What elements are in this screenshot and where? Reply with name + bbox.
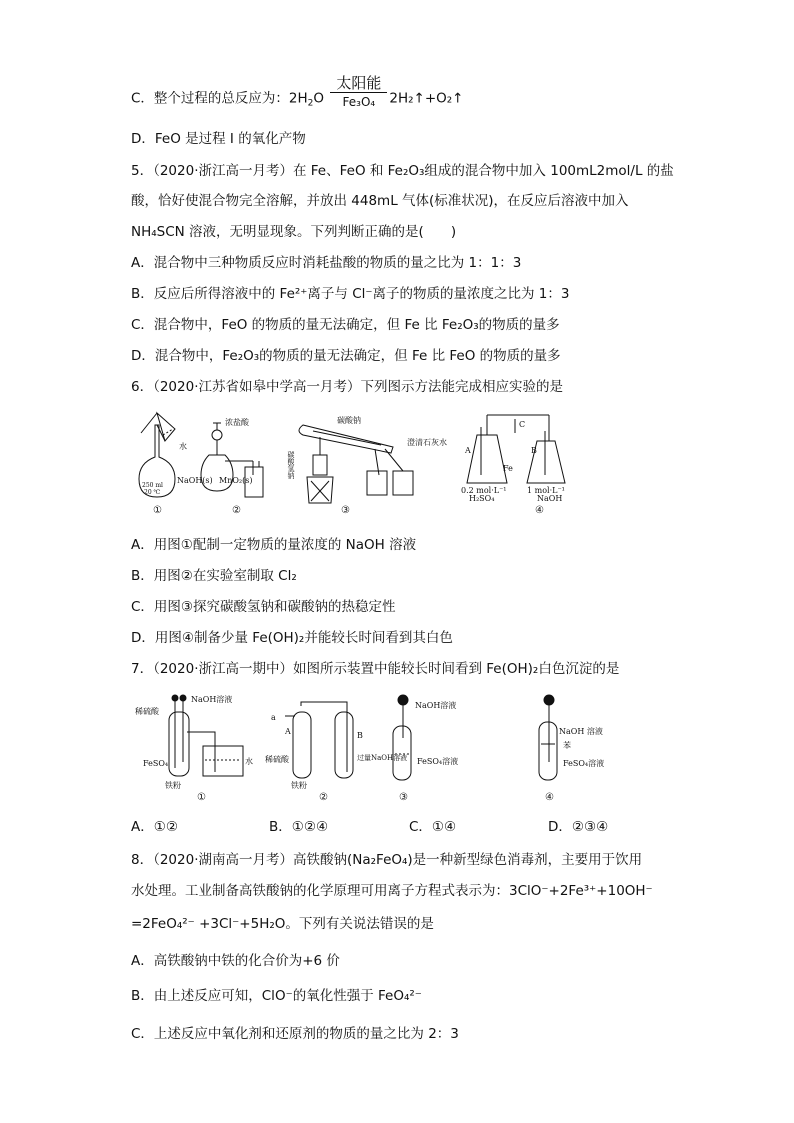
- q7-label-dil-h2so4: 稀硫酸: [135, 707, 159, 716]
- q7-caption-1: ①: [197, 792, 206, 803]
- q6-fig2-chlorine-apparatus: [201, 417, 263, 516]
- q5-option-b: B．反应后所得溶液中的 Fe²⁺离子与 Cl⁻离子的物质的量浓度之比为 1：3: [131, 286, 570, 302]
- q5-stem-2: 酸，恰好使混合物完全溶解，并放出 448mL 气体(标准状况)，在反应后溶液中加入: [131, 193, 629, 209]
- q6-label-flask-a: A: [465, 446, 471, 455]
- q6-option-b: B．用图②在实验室制取 Cl₂: [131, 568, 297, 584]
- q4-option-c-o: O: [313, 90, 325, 107]
- q7-label-iron: 铁粉: [165, 781, 181, 790]
- q7-caption-2: ②: [319, 792, 328, 803]
- q7-fig2: [265, 702, 407, 803]
- q7-label-a: a: [271, 713, 276, 722]
- q6-label-na2co3: 碳酸钠: [337, 416, 361, 425]
- q7-fig3: [393, 695, 458, 803]
- q6-label-limewater: 澄清石灰水: [407, 438, 447, 447]
- q7-figure: [135, 692, 625, 808]
- q8-stem-3: =2FeO₄²⁻ +3Cl⁻+5H₂O。下列有关说法错误的是: [131, 916, 434, 932]
- q6-label-temp: 20 ℃: [144, 489, 161, 496]
- q7-stem: 7．（2020·浙江高一期中）如图所示装置中能较长时间看到 Fe(OH)₂白色沉淀的是: [131, 661, 620, 677]
- q6-caption-4: ④: [535, 505, 544, 516]
- q6-option-a: A．用图①配制一定物质的量浓度的 NaOH 溶液: [131, 537, 417, 553]
- q4-option-d: D．FeO 是过程 I 的氧化产物: [131, 131, 306, 147]
- q7-label-feso4: FeSO₄: [143, 759, 169, 768]
- q6-label-naoh-conc: 1 mol·L⁻¹: [527, 486, 565, 495]
- q7-label-water: 水: [245, 757, 253, 766]
- q6-label-valve-c: C: [519, 420, 526, 429]
- q7-label-naoh-sol: NaOH溶液: [191, 695, 233, 704]
- q4-option-c-prefix: C．整个过程的总反应为：2H: [131, 90, 308, 107]
- q8-stem-2: 水处理。工业制备高铁酸钠的化学原理可用离子方程式表示为：3ClO⁻+2Fe³⁺+10OH⁻: [131, 883, 653, 899]
- q7-label-excess-naoh: 过量NaOH溶液: [357, 754, 408, 762]
- q6-caption-2: ②: [232, 505, 241, 516]
- q7-fig1: [135, 694, 253, 803]
- q5-option-a: A．混合物中三种物质反应时消耗盐酸的物质的量之比为 1：1：3: [131, 255, 522, 271]
- q6-label-conc-hcl: 浓盐酸: [225, 418, 249, 427]
- q7-label-feso4-sol-4: FeSO₄溶液: [563, 759, 605, 768]
- q6-caption-1: ①: [153, 505, 162, 516]
- q4-option-c: C．整个过程的总反应为：$2H_2O$ $\frac{\text{太阳能}}{\text{Fe₃O₄}}$ 2H₂↑+O₂↑: [131, 74, 464, 109]
- q7-label-tube-a: A: [285, 727, 291, 736]
- q7-label-feso4-sol: FeSO₄溶液: [417, 757, 459, 766]
- q5-stem-3: NH₄SCN 溶液，无明显现象。下列判断正确的是( ): [131, 224, 457, 240]
- q6-fig4-conical-flasks: [461, 415, 565, 516]
- q4-option-c-products: 2H₂↑+O₂↑: [389, 90, 464, 107]
- q6-label-h2so4-conc: 0.2 mol·L⁻¹: [461, 486, 507, 495]
- q6-option-d: D．用图④制备少量 Fe(OH)₂并能较长时间看到其白色: [131, 630, 453, 646]
- q6-label-water: 水: [179, 442, 187, 451]
- condition-catalyst: Fe₃O₄: [342, 95, 376, 109]
- condition-solar: 太阳能: [330, 74, 387, 93]
- q5-stem-1: 5．（2020·浙江高一月考）在 Fe、FeO 和 Fe₂O₃组成的混合物中加入 100mL2mol/L 的盐: [131, 163, 674, 179]
- q7-label-iron-2: 铁粉: [291, 781, 307, 790]
- q6-fig3-thermal-stability: [287, 415, 448, 516]
- q6-option-c: C．用图③探究碳酸氢钠和碳酸钠的热稳定性: [131, 599, 396, 615]
- q6-label-naoh: NaOH: [537, 494, 563, 503]
- q6-label-mno2: MnO₂(s): [219, 476, 253, 485]
- q6-label-flask-b: B: [531, 446, 537, 455]
- q7-option-a: A．①②: [131, 819, 178, 835]
- q8-option-b: B．由上述反应可知，ClO⁻的氧化性强于 FeO₄²⁻: [131, 988, 422, 1004]
- q7-option-b: B．①②④: [269, 819, 329, 835]
- q7-fig4: [539, 695, 604, 803]
- q7-option-c: C．①④: [409, 819, 457, 835]
- q7-label-dil-h2so4-2: 稀硫酸: [265, 755, 289, 764]
- q6-label-naoh-s: NaOH(s): [177, 476, 213, 485]
- q7-option-d: D．②③④: [548, 819, 609, 835]
- q7-caption-4: ④: [545, 792, 554, 803]
- q7-caption-3: ③: [399, 792, 408, 803]
- q8-stem-1: 8．（2020·湖南高一月考）高铁酸钠(Na₂FeO₄)是一种新型绿色消毒剂，主要用于饮用: [131, 852, 643, 868]
- q6-label-fe: Fe: [503, 464, 513, 473]
- q7-label-naoh-sol-3: NaOH溶液: [415, 701, 457, 710]
- q5-option-d: D．混合物中，Fe₂O₃的物质的量无法确定，但 Fe 比 FeO 的物质的量多: [131, 348, 561, 364]
- q8-option-c: C．上述反应中氧化剂和还原剂的物质的量之比为 2：3: [131, 1026, 459, 1042]
- q6-fig1-volumetric-flask: [139, 413, 213, 516]
- q6-label-vol: 250 ml: [142, 482, 163, 489]
- q6-stem: 6．（2020·江苏省如皋中学高一月考）下列图示方法能完成相应实验的是: [131, 379, 563, 395]
- q6-label-nahco3: 碳酸氢钠: [287, 451, 295, 479]
- q7-label-tube-b: B: [357, 731, 363, 740]
- q7-label-naoh-sol-4: NaOH 溶液: [559, 727, 603, 736]
- q8-option-a: A．高铁酸钠中铁的化合价为+6 价: [131, 953, 340, 969]
- q6-figure: [135, 405, 595, 517]
- q6-label-h2so4: H₂SO₄: [469, 494, 495, 503]
- reaction-condition: [330, 74, 387, 111]
- q7-label-benzene: 苯: [563, 741, 571, 750]
- q5-option-c: C．混合物中，FeO 的物质的量无法确定，但 Fe 比 Fe₂O₃的物质的量多: [131, 317, 560, 333]
- q6-caption-3: ③: [341, 505, 350, 516]
